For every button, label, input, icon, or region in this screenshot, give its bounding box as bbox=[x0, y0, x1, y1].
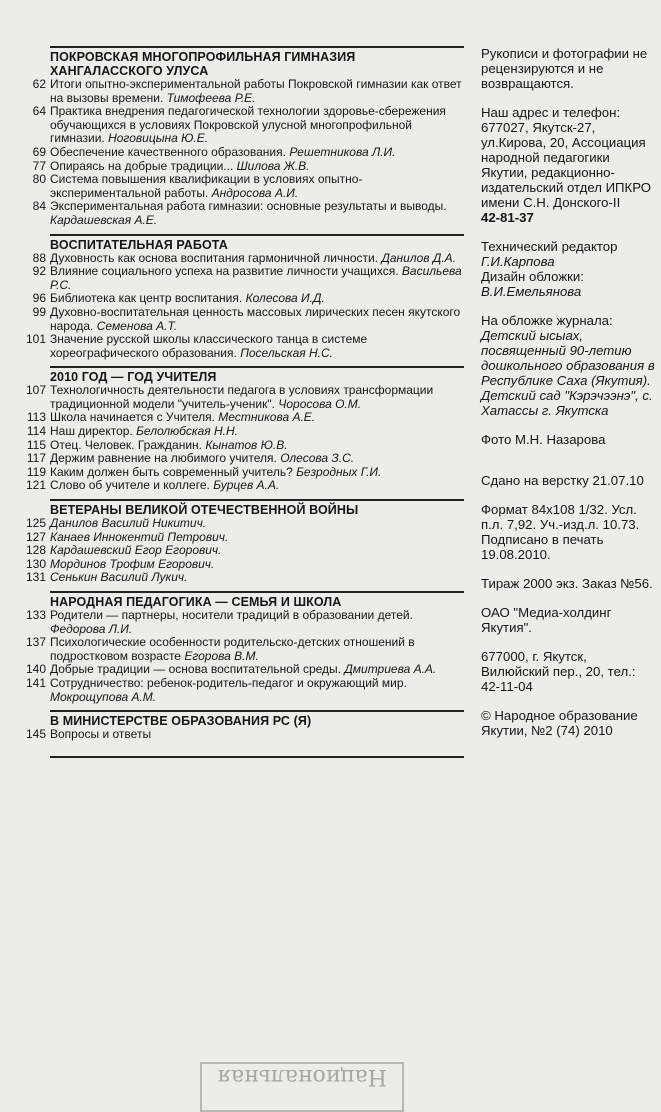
toc-entry bbox=[22, 384, 464, 411]
entry-body bbox=[50, 78, 464, 105]
page-number: 99 bbox=[32, 304, 46, 319]
page-number: 62 bbox=[32, 77, 46, 91]
entry-body bbox=[50, 333, 464, 360]
imprint-column bbox=[481, 46, 656, 752]
entry-author: Бурцев А.А. bbox=[213, 478, 280, 493]
entry-author: Белолюбская Н.Н. bbox=[136, 424, 239, 439]
entry-title: Значение русской школы классического танца в системе хореографического образования. bbox=[50, 332, 368, 360]
entry-body bbox=[50, 173, 464, 200]
entry-title: Слово об учителе и коллеге. bbox=[50, 478, 210, 493]
entry-body bbox=[50, 728, 464, 742]
page-number: 119 bbox=[26, 464, 46, 479]
page-number: 127 bbox=[25, 529, 46, 544]
entry-title: Психологические особенности родительско-детских отношений в подростковом возрасте bbox=[50, 635, 415, 663]
page-number: 125 bbox=[25, 516, 46, 531]
entry-title: Итоги опытно-экспериментальной работы Покровской гимназии как ответ на вызовы времени. bbox=[50, 77, 462, 105]
toc-section bbox=[22, 234, 464, 361]
entry-body bbox=[50, 384, 464, 411]
entry-body bbox=[50, 105, 464, 146]
entry-title: Добрые традиции — основа воспитательной среды. bbox=[50, 662, 341, 677]
page-number: 133 bbox=[25, 608, 46, 622]
entry-title: Духовно-воспитательная ценность массовых лирических песен якутского народа. bbox=[50, 304, 461, 333]
cover-label: На обложке журнала: bbox=[481, 313, 613, 328]
entry-author: Мординов Трофим Егорович. bbox=[50, 556, 215, 571]
page-number: 64 bbox=[32, 104, 46, 119]
entry-author: Канаев Иннокентий Петрович. bbox=[50, 529, 229, 544]
page-number: 69 bbox=[32, 144, 46, 159]
section-divider bbox=[50, 234, 464, 236]
toc-section bbox=[22, 499, 464, 585]
toc-section bbox=[22, 366, 464, 493]
page-number: 121 bbox=[25, 478, 46, 493]
page-number: 140 bbox=[25, 662, 46, 677]
toc-section bbox=[22, 46, 464, 228]
entry-title: Библиотека как центр воспитания. bbox=[50, 291, 243, 306]
entry-author: Егорова В.М. bbox=[184, 648, 259, 663]
section-title: В МИНИСТЕРСТВЕ ОБРАЗОВАНИЯ РС (Я) bbox=[50, 714, 312, 729]
print-format: Формат 84х108 1/32. Усл. п.л. 7,92. Уч.-изд.л. 10.73. Подписано в печать 19.08.2010. bbox=[481, 502, 640, 562]
page-number: 141 bbox=[25, 675, 46, 690]
page-number: 88 bbox=[32, 250, 46, 265]
cover-designer-name: В.И.Емельянова bbox=[481, 284, 582, 299]
entry-author: Олесова З.С. bbox=[280, 451, 355, 466]
page-number: 145 bbox=[25, 727, 46, 742]
entry-title: Сотрудничество: ребенок-родитель-педагог и окружающий мир. bbox=[50, 675, 407, 690]
photo-credit: Фото М.Н. Назарова bbox=[481, 432, 606, 447]
entry-author: Кардашевский Егор Егорович. bbox=[50, 543, 222, 558]
entry-author: Андросова А.И. bbox=[211, 185, 299, 200]
entry-title: Наш директор. bbox=[50, 424, 133, 439]
toc-entry bbox=[22, 78, 464, 105]
toc-entry bbox=[22, 252, 464, 266]
section-divider bbox=[50, 591, 464, 593]
toc-section bbox=[22, 591, 464, 704]
entry-author: Колесова И.Д. bbox=[245, 291, 325, 306]
entry-body bbox=[50, 425, 464, 439]
page-number: 115 bbox=[26, 437, 46, 452]
toc-entry bbox=[22, 571, 464, 585]
entry-author: Ноговицына Ю.Е. bbox=[108, 131, 209, 146]
cover-caption bbox=[481, 313, 656, 418]
toc-entry bbox=[22, 663, 464, 677]
toc-entry bbox=[22, 306, 464, 333]
entry-author: Шилова Ж.В. bbox=[236, 158, 310, 173]
toc-entry bbox=[22, 728, 464, 742]
page-number: 131 bbox=[25, 570, 46, 585]
section-divider bbox=[50, 499, 464, 501]
section-divider bbox=[50, 46, 464, 48]
toc-entry bbox=[22, 466, 464, 480]
entry-title: Обеспечение качественного образования. bbox=[50, 144, 286, 159]
toc-entry bbox=[22, 173, 464, 200]
entry-title: Практика внедрения педагогической технологии здоровье-сбережения обучающихся в условиях Покровской улусной многопрофильной гимназии. bbox=[50, 104, 446, 146]
page-number: 84 bbox=[32, 199, 46, 214]
section-title: ПОКРОВСКАЯ МНОГОПРОФИЛЬНАЯ ГИМНАЗИЯ ХАНГАЛАССКОГО УЛУСА bbox=[50, 50, 356, 78]
entry-author: Решетникова Л.И. bbox=[289, 144, 396, 159]
entry-body bbox=[50, 609, 464, 636]
entry-author: Семенова А.Т. bbox=[96, 318, 178, 333]
section-title: ВЕТЕРАНЫ ВЕЛИКОЙ ОТЕЧЕСТВЕННОЙ ВОЙНЫ bbox=[50, 503, 359, 518]
entry-author: Тимофеева Р.Е. bbox=[166, 90, 256, 105]
page-number: 96 bbox=[32, 291, 46, 306]
entry-body bbox=[50, 466, 464, 480]
entry-author: Дмитриева А.А. bbox=[344, 662, 437, 677]
tech-editor-name: Г.И.Карпова bbox=[481, 254, 555, 269]
page-number: 107 bbox=[25, 383, 46, 398]
toc-entry bbox=[22, 146, 464, 160]
entry-author: Местникова А.Е. bbox=[218, 410, 316, 425]
publisher-name: ОАО "Медиа-холдинг Якутия". bbox=[481, 605, 612, 635]
toc-entry bbox=[22, 452, 464, 466]
page-number: 77 bbox=[32, 158, 46, 173]
entry-body bbox=[50, 531, 464, 545]
entry-title: Вопросы и ответы bbox=[50, 727, 152, 742]
section-title: НАРОДНАЯ ПЕДАГОГИКА — СЕМЬЯ И ШКОЛА bbox=[50, 595, 342, 609]
page-number: 128 bbox=[25, 543, 46, 558]
entry-body bbox=[50, 636, 464, 663]
entry-body bbox=[50, 252, 464, 266]
entry-title: Школа начинается с Учителя. bbox=[50, 410, 215, 425]
entry-body bbox=[50, 452, 464, 466]
section-title: 2010 ГОД — ГОД УЧИТЕЛЯ bbox=[50, 370, 217, 385]
entry-body bbox=[50, 663, 464, 677]
entry-title: Отец. Человек. Гражданин. bbox=[50, 437, 202, 452]
entry-body bbox=[50, 160, 464, 174]
entry-author: Федорова Л.И. bbox=[50, 621, 133, 636]
toc-section bbox=[22, 710, 464, 742]
cover-description: Детский ысыах, посвященный 90-летию дошкольного образования в Республике Саха (Якутия). Детский сад "Кэрэчээнэ", с. Хатассы г. Якутска bbox=[481, 328, 655, 418]
page-number: 130 bbox=[25, 556, 46, 571]
entry-body bbox=[50, 200, 464, 227]
toc-entry bbox=[22, 292, 464, 306]
stamp-text: Национальная bbox=[217, 1064, 387, 1089]
toc-entry bbox=[22, 517, 464, 531]
typeset-date: Сдано на верстку 21.07.10 bbox=[481, 473, 644, 488]
section-divider bbox=[50, 366, 464, 368]
entry-body bbox=[50, 439, 464, 453]
toc-entry bbox=[22, 200, 464, 227]
toc-entry bbox=[22, 636, 464, 663]
entry-author: Кардашевская А.Е. bbox=[50, 212, 158, 227]
entry-body bbox=[50, 677, 464, 704]
entry-title: Держим равнение на любимого учителя. bbox=[50, 451, 277, 466]
page-number: 92 bbox=[32, 264, 46, 279]
entry-title: Каким должен быть современный учитель? bbox=[50, 464, 293, 479]
page-number: 80 bbox=[32, 172, 46, 187]
entry-author: Мокрощупова А.М. bbox=[50, 689, 157, 704]
print-run: Тираж 2000 экз. Заказ №56. bbox=[481, 576, 653, 591]
entry-author: Васильева Р.С. bbox=[50, 264, 462, 292]
entry-title: Экспериментальная работа гимназии: основные результаты и выводы. bbox=[50, 199, 447, 214]
entry-title: Родители — партнеры, носители традиций в образовании детей. bbox=[50, 608, 413, 622]
manuscripts-note: Рукописи и фотографии не рецензируются и не возвращаются. bbox=[481, 46, 648, 91]
page-number: 114 bbox=[26, 424, 46, 439]
entry-author: Безродных Г.И. bbox=[296, 464, 382, 479]
entry-title: Опираясь на добрые традиции... bbox=[50, 158, 234, 173]
toc-entry bbox=[22, 411, 464, 425]
entry-body bbox=[50, 544, 464, 558]
staff-credits bbox=[481, 239, 656, 299]
entry-body bbox=[50, 558, 464, 572]
copyright-line: © Народное образование Якутии, №2 (74) 2010 bbox=[481, 708, 638, 738]
entry-body bbox=[50, 306, 464, 333]
entry-title: Система повышения квалификации в условиях опытно-экспериментальной работы. bbox=[50, 172, 363, 200]
toc-entry bbox=[22, 265, 464, 292]
entry-author: Чоросова О.М. bbox=[278, 396, 362, 411]
toc-entry bbox=[22, 425, 464, 439]
entry-title: Влияние социального успеха на развитие личности учащихся. bbox=[50, 264, 399, 279]
page-number: 113 bbox=[26, 410, 46, 425]
page-number: 117 bbox=[26, 451, 46, 466]
entry-author: Сенькин Василий Лукич. bbox=[50, 570, 188, 585]
entry-body bbox=[50, 265, 464, 292]
address-text: Наш адрес и телефон: 677027, Якутск-27, ул.Кирова, 20, Ассоциация народной педагогики Якутии, редакционно-издательский отдел ИПКРО имени С.Н. Донского-II bbox=[481, 105, 651, 210]
entry-body bbox=[50, 292, 464, 306]
toc-entry bbox=[22, 677, 464, 704]
editorial-address bbox=[481, 105, 656, 225]
entry-author: Данилов Д.А. bbox=[381, 250, 456, 265]
cover-design-label: Дизайн обложки: bbox=[481, 269, 584, 284]
entry-author: Кынатов Ю.В. bbox=[205, 437, 288, 452]
toc-entry bbox=[22, 544, 464, 558]
toc-entry bbox=[22, 609, 464, 636]
toc-entry bbox=[22, 558, 464, 572]
entry-author: Данилов Василий Никитич. bbox=[50, 516, 207, 531]
section-title: ВОСПИТАТЕЛЬНАЯ РАБОТА bbox=[50, 237, 228, 252]
tech-editor-label: Технический редактор bbox=[481, 239, 618, 254]
entry-title: Духовность как основа воспитания гармоничной личности. bbox=[50, 250, 379, 265]
end-divider bbox=[50, 756, 464, 758]
editorial-phone: 42-81-37 bbox=[481, 210, 534, 225]
toc-entry bbox=[22, 439, 464, 453]
toc-entry bbox=[22, 479, 464, 493]
toc-entry bbox=[22, 160, 464, 174]
toc-entry bbox=[22, 105, 464, 146]
entry-body bbox=[50, 146, 464, 160]
toc-entry bbox=[22, 531, 464, 545]
entry-body bbox=[50, 571, 464, 585]
entry-body bbox=[50, 479, 464, 493]
library-stamp bbox=[200, 1062, 404, 1112]
section-divider bbox=[50, 710, 464, 712]
page-number: 101 bbox=[25, 332, 46, 347]
entry-body bbox=[50, 517, 464, 531]
entry-title: Технологичность деятельности педагога в условиях трансформации традиционной модели "учитель-ученик". bbox=[50, 383, 434, 411]
table-of-contents bbox=[22, 46, 464, 760]
entry-author: Посельская Н.С. bbox=[240, 345, 333, 360]
toc-entry bbox=[22, 333, 464, 360]
page-number: 137 bbox=[25, 635, 46, 650]
publisher-address: 677000, г. Якутск, Вилюйский пер., 20, тел.: 42-11-04 bbox=[481, 649, 636, 694]
entry-body bbox=[50, 411, 464, 425]
